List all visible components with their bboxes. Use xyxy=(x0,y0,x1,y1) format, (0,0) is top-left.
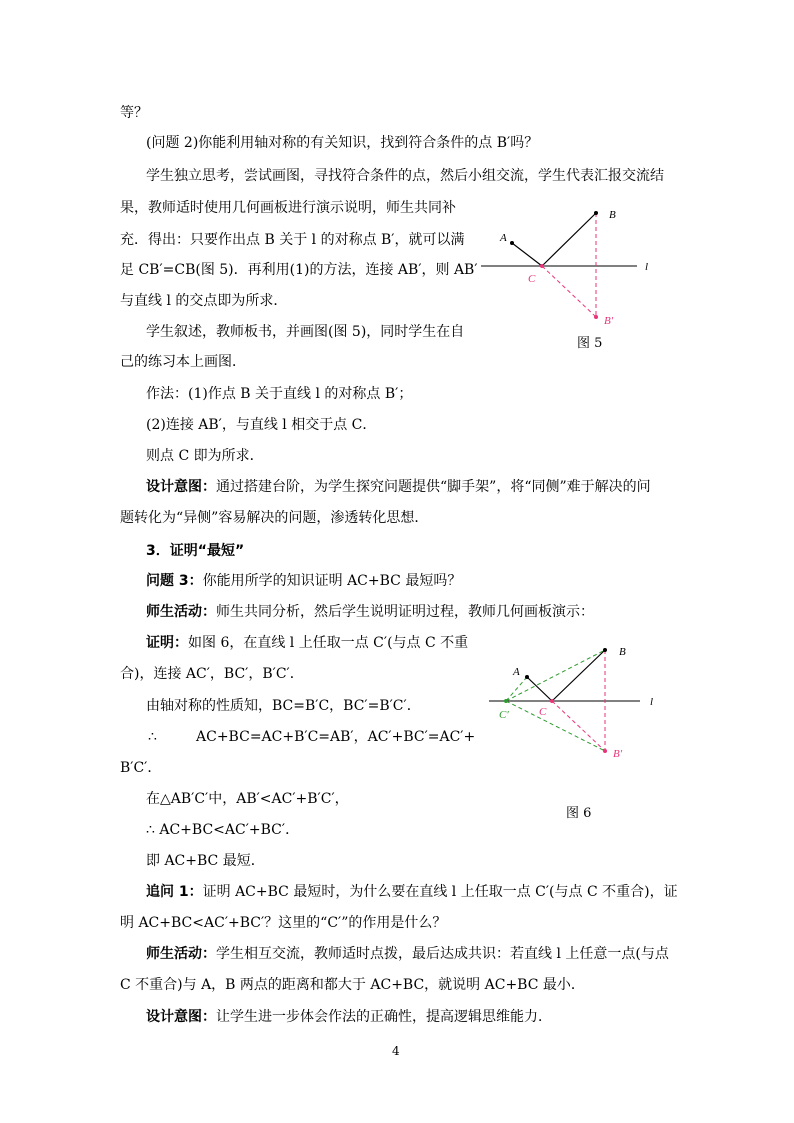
proof-paragraph xyxy=(146,634,468,652)
paragraph-line: ∴ AC+BC<AC′+BC′． xyxy=(146,822,300,838)
design-intent-label: 设计意图： xyxy=(146,479,216,495)
design-intent-paragraph xyxy=(146,478,651,496)
paragraph-text: 证明 AC+BC 最短时，为什么要在直线 l 上任取一点 C′(与点 C 不重合)，证 xyxy=(202,884,678,900)
activity-paragraph xyxy=(146,945,669,963)
label-l: l xyxy=(650,696,654,708)
figure-5 xyxy=(475,200,655,340)
segment-CBp xyxy=(542,266,596,317)
paragraph-line: 明 AC+BC<AC′+BC′？这里的“C′”的作用是什么？ xyxy=(120,915,447,931)
question-label: 问题 3： xyxy=(146,573,203,589)
segment-CpB xyxy=(506,650,605,701)
label-l: l xyxy=(645,261,649,273)
label-Cp: C′ xyxy=(499,709,509,721)
label-B: B xyxy=(619,646,626,658)
point-A xyxy=(525,675,529,679)
paragraph-line: 学生独立思考，尝试画图，寻找符合条件的点，然后小组交流，学生代表汇报交流结 xyxy=(146,168,664,184)
segment-ACp xyxy=(506,677,527,701)
segment-CB xyxy=(542,213,596,266)
paragraph-line: 与直线 l 的交点即为所求． xyxy=(120,293,288,309)
follow-up-label: 追问 1： xyxy=(146,884,203,900)
point-Bp xyxy=(594,315,598,319)
figure-6-caption: 图 6 xyxy=(566,806,592,821)
activity-label: 师生活动： xyxy=(146,604,216,620)
segment-CpBp xyxy=(506,701,605,751)
paragraph-line: 足 CB′=CB(图 5)．再利用(1)的方法，连接 AB′，则 AB′ xyxy=(120,262,478,278)
paragraph-text: 通过搭建台阶，为学生探究问题提供“脚手架”，将“同侧”难于解决的问 xyxy=(216,479,651,495)
question-paragraph xyxy=(146,572,461,590)
label-Bp: B′ xyxy=(604,315,614,327)
paragraph-line: 即 AC+BC 最短． xyxy=(146,853,265,869)
label-C: C xyxy=(528,273,536,285)
follow-up-paragraph xyxy=(146,883,678,901)
figure-5-caption: 图 5 xyxy=(577,336,603,351)
segment-AC xyxy=(512,243,542,266)
section-heading: 3．证明“最短” xyxy=(146,543,245,559)
activity-paragraph xyxy=(146,603,594,621)
paragraph-line: 果，教师适时使用几何画板进行演示说明，师生共同补 xyxy=(120,200,456,216)
paragraph-line: (问题 2)你能利用轴对称的有关知识，找到符合条件的点 B′吗？ xyxy=(146,135,539,151)
paragraph-line: 等？ xyxy=(120,105,148,121)
design-intent-paragraph xyxy=(146,1008,552,1026)
point-B xyxy=(594,211,598,215)
point-Bp xyxy=(603,749,607,753)
page-number: 4 xyxy=(392,1044,400,1058)
paragraph-line: C 不重合)与 A，B 两点的距离和都大于 AC+BC，就说明 AC+BC 最小． xyxy=(120,977,585,993)
paragraph-line: 题转化为“异侧”容易解决的问题，渗透转化思想． xyxy=(120,510,429,526)
paragraph-line: AC+BC=AC+B′C=AB′，AC′+BC′=AC′+ xyxy=(196,729,476,745)
paragraph-line: 己的练习本上画图． xyxy=(120,354,246,370)
label-B: B xyxy=(609,209,616,221)
label-C: C xyxy=(539,706,547,718)
paragraph-line: 合)，连接 AC′，BC′，B′C′． xyxy=(120,666,304,682)
label-A: A xyxy=(513,666,520,678)
point-C xyxy=(550,699,554,703)
paragraph-line: (2)连接 AB′，与直线 l 相交于点 C． xyxy=(146,417,377,433)
paragraph-text: 你能用所学的知识证明 AC+BC 最短吗？ xyxy=(202,573,462,589)
activity-label: 师生活动： xyxy=(146,946,216,962)
point-C xyxy=(540,264,544,268)
paragraph-line: 则点 C 即为所求． xyxy=(146,448,264,464)
design-intent-label: 设计意图： xyxy=(146,1009,216,1025)
paragraph-text: 让学生进一步体会作法的正确性，提高逻辑思维能力． xyxy=(216,1009,552,1025)
therefore-symbol: ∴ xyxy=(148,729,157,745)
point-A xyxy=(510,241,514,245)
segment-AC xyxy=(527,677,552,701)
point-Cp xyxy=(504,699,508,703)
segment-CBp xyxy=(552,701,605,751)
point-B xyxy=(603,648,607,652)
paragraph-line: 由轴对称的性质知，BC=B′C，BC′=B′C′． xyxy=(146,698,421,714)
paragraph-line: B′C′． xyxy=(120,760,162,776)
label-A: A xyxy=(500,232,507,244)
paragraph-text: 如图 6，在直线 l 上任取一点 C′(与点 C 不重 xyxy=(188,635,469,651)
paragraph-line: 在△AB′C′中，AB′<AC′+B′C′， xyxy=(146,791,349,807)
figure-6 xyxy=(485,638,665,768)
paragraph-line: 学生叙述，教师板书，并画图(图 5)，同时学生在自 xyxy=(146,324,465,340)
paragraph-line: 作法：(1)作点 B 关于直线 l 的对称点 B′； xyxy=(146,386,413,402)
proof-label: 证明： xyxy=(146,635,188,651)
label-Bp: B′ xyxy=(613,748,623,760)
segment-CB xyxy=(552,650,605,701)
paragraph-text: 学生相互交流，教师适时点拨，最后达成共识：若直线 l 上任意一点(与点 xyxy=(216,946,669,962)
paragraph-text: 师生共同分析，然后学生说明证明过程，教师几何画板演示： xyxy=(216,604,594,620)
paragraph-line: 充．得出：只要作出点 B 关于 l 的对称点 B′，就可以满 xyxy=(120,232,465,248)
